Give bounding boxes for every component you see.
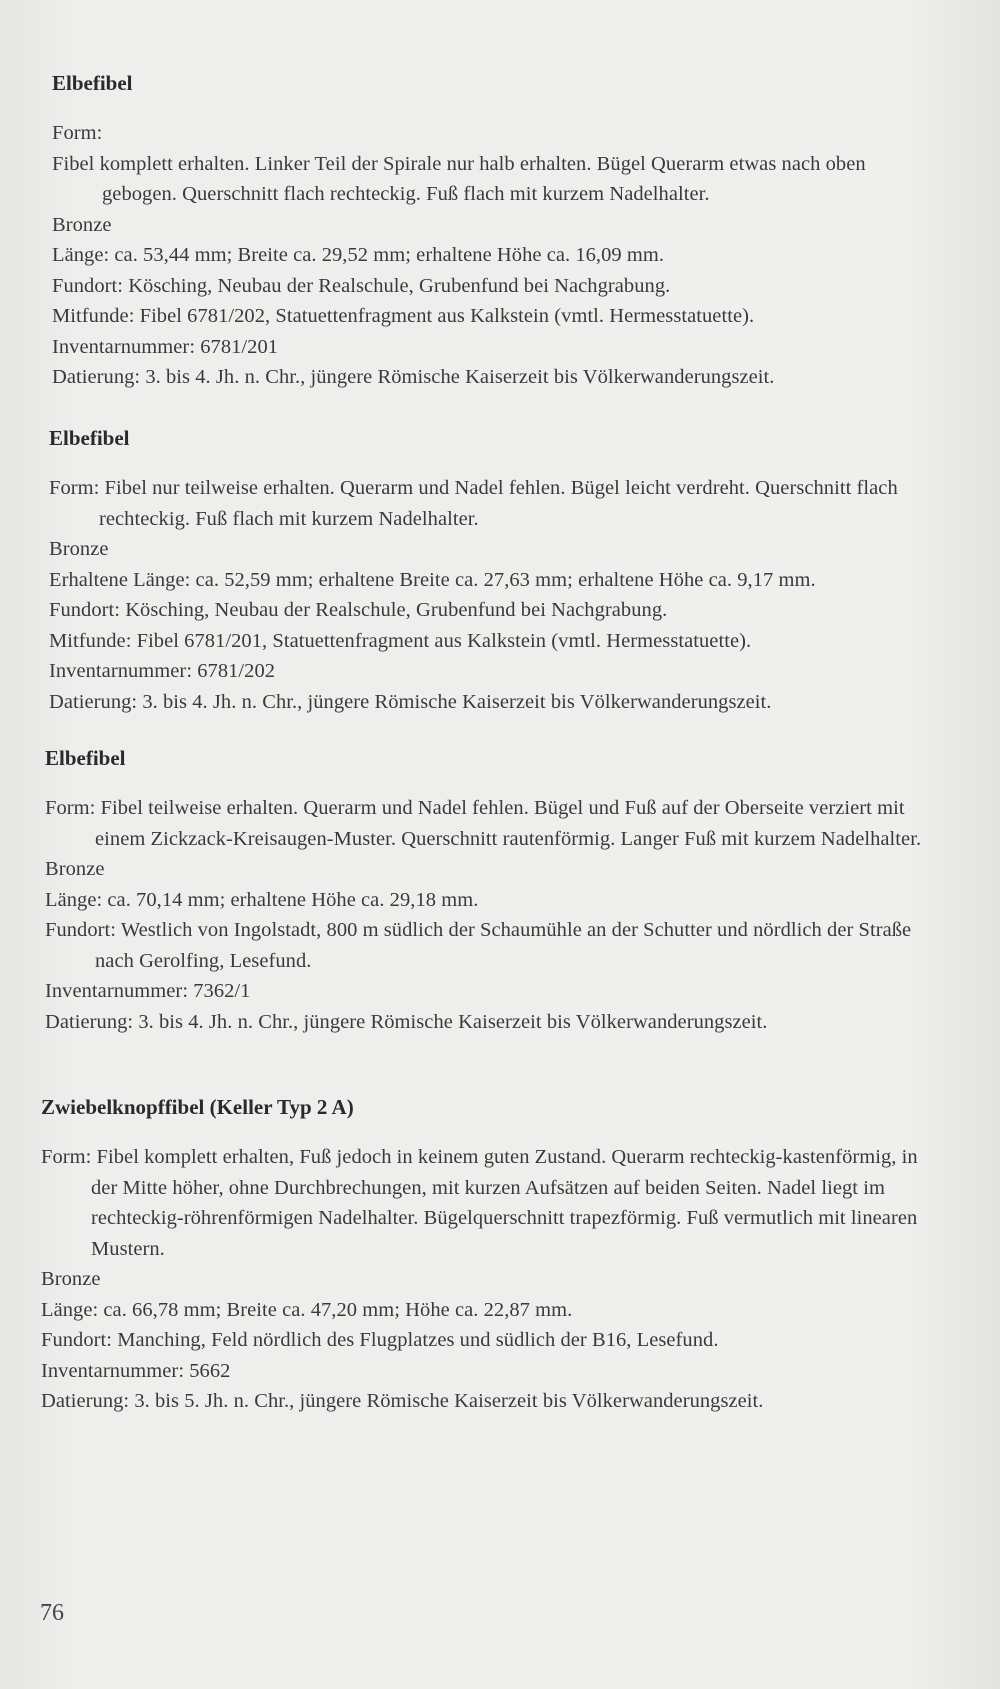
entry-line: Fibel komplett erhalten. Linker Teil der Spirale nur halb erhalten. Bügel Querarm etwas nach oben gebogen. Querschnitt flach rechteckig. Fuß flach mit kurzem Nadelhalter. — [52, 152, 866, 205]
entry-line: Fundort: Manching, Feld nördlich des Flugplatzes und südlich der B16, Lesefund. — [41, 1329, 719, 1351]
catalog-entry — [52, 70, 932, 393]
entry-line: Länge: ca. 70,14 mm; erhaltene Höhe ca. 29,18 mm. — [45, 888, 479, 911]
entry-line: Form: Fibel teilweise erhalten. Querarm und Nadel fehlen. Bügel und Fuß auf der Oberseite verziert mit einem Zickzack-Kreisaugen-Muster. Querschnitt rautenförmig. Langer Fuß mit kurzem Nadelhalter. — [45, 797, 922, 850]
catalog-entry — [49, 425, 929, 717]
entry-line: Inventarnummer: 5662 — [41, 1359, 231, 1382]
entry-line: Länge: ca. 53,44 mm; Breite ca. 29,52 mm; erhaltene Höhe ca. 16,09 mm. — [52, 244, 665, 266]
entry-line: Bronze — [45, 858, 105, 880]
entry-line: Mitfunde: Fibel 6781/202, Statuettenfragment aus Kalkstein (vmtl. Hermesstatuette). — [52, 305, 755, 327]
entry-line: Erhaltene Länge: ca. 52,59 mm; erhaltene Breite ca. 27,63 mm; erhaltene Höhe ca. 9,17 mm. — [49, 568, 816, 591]
entry-line: Bronze — [49, 538, 109, 560]
entry-line: Form: — [52, 122, 103, 144]
entry-line: Bronze — [41, 1268, 101, 1290]
entry-title: Zwiebelknopffibel (Keller Typ 2 A) — [41, 1095, 354, 1119]
entry-line: Inventarnummer: 7362/1 — [45, 980, 251, 1002]
entry-title: Elbefibel — [49, 426, 130, 450]
entry-line: Inventarnummer: 6781/202 — [49, 660, 276, 682]
entry-line: Mitfunde: Fibel 6781/201, Statuettenfragment aus Kalkstein (vmtl. Hermesstatuette). — [49, 629, 752, 652]
entry-line: Fundort: Kösching, Neubau der Realschule, Grubenfund bei Nachgrabung. — [49, 599, 668, 621]
entry-title: Elbefibel — [45, 746, 126, 770]
entry-line: Form: Fibel komplett erhalten, Fuß jedoch in keinem guten Zustand. Querarm rechteckig-kastenförmig, in der Mitte höher, ohne Durchbrechungen, mit kurzen Aufsätzen auf beiden Seiten. Nadel liegt im rechteckig-röhrenförmigen Nadelhalter. Bügelquerschnitt trapezförmig. Fuß vermutlich mit linearen Mustern. — [41, 1146, 918, 1260]
entry-line: Datierung: 3. bis 4. Jh. n. Chr., jüngere Römische Kaiserzeit bis Völkerwanderungszeit. — [49, 690, 772, 713]
entry-line: Form: Fibel nur teilweise erhalten. Querarm und Nadel fehlen. Bügel leicht verdreht. Querschnitt flach rechteckig. Fuß flach mit kurzem Nadelhalter. — [49, 477, 898, 530]
entry-line: Bronze — [52, 213, 112, 236]
entry-line: Datierung: 3. bis 5. Jh. n. Chr., jüngere Römische Kaiserzeit bis Völkerwanderungszeit. — [41, 1390, 764, 1412]
entry-title: Elbefibel — [52, 71, 133, 95]
catalog-entry — [45, 745, 925, 1037]
page-number: 76 — [40, 1600, 64, 1626]
entry-line: Datierung: 3. bis 4. Jh. n. Chr., jüngere Römische Kaiserzeit bis Völkerwanderungszeit. — [52, 366, 775, 388]
entry-line: Länge: ca. 66,78 mm; Breite ca. 47,20 mm; Höhe ca. 22,87 mm. — [41, 1298, 573, 1321]
entry-line: Fundort: Westlich von Ingolstadt, 800 m südlich der Schaumühle an der Schutter und nördlich der Straße nach Gerolfing, Lesefund. — [45, 919, 912, 972]
entry-line: Inventarnummer: 6781/201 — [52, 335, 279, 358]
entry-line: Fundort: Kösching, Neubau der Realschule, Grubenfund bei Nachgrabung. — [52, 274, 671, 297]
catalog-entry — [41, 1094, 921, 1417]
entry-line: Datierung: 3. bis 4. Jh. n. Chr., jüngere Römische Kaiserzeit bis Völkerwanderungszeit. — [45, 1010, 768, 1033]
